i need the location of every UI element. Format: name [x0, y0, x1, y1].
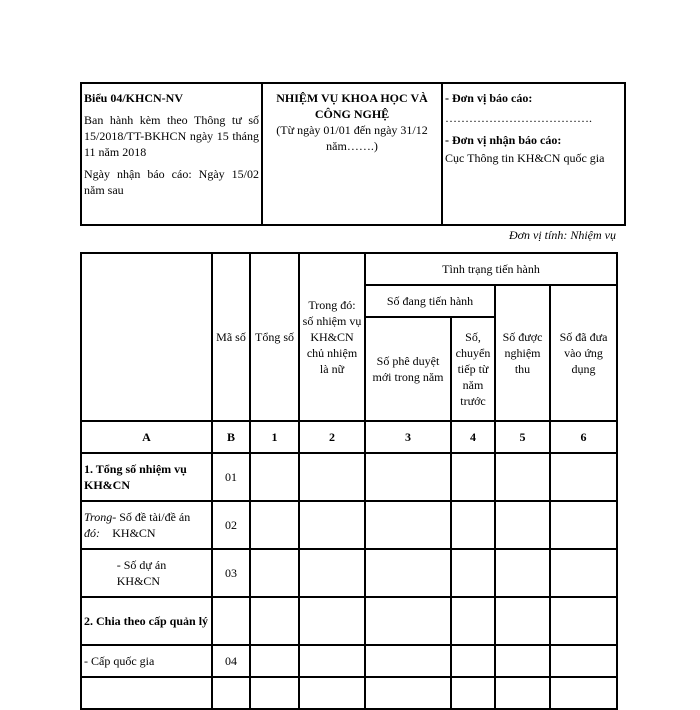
data-cell[interactable]	[495, 549, 550, 597]
header-total: Tổng số	[250, 253, 299, 421]
data-cell[interactable]	[451, 501, 495, 549]
header-status: Tình trạng tiến hành	[365, 253, 617, 285]
data-cell[interactable]	[550, 501, 617, 549]
data-cell[interactable]	[365, 677, 451, 709]
data-cell[interactable]	[495, 677, 550, 709]
data-table	[80, 252, 618, 710]
data-cell[interactable]	[299, 677, 365, 709]
data-cell[interactable]	[451, 453, 495, 501]
header-female-lead: Trong đó: số nhiệm vụ KH&CN chủ nhiệm là nữ	[299, 253, 365, 421]
issued-with-text: Ban hành kèm theo Thông tư số 15/2018/TT-BKHCN ngày 15 tháng 11 năm 2018	[84, 113, 259, 159]
header-new: Số phê duyệt mới trong năm	[365, 317, 451, 421]
data-cell[interactable]	[451, 645, 495, 677]
row-label-cell	[81, 501, 212, 549]
receive-date-text: Ngày nhận báo cáo: Ngày 15/02 năm sau	[84, 167, 259, 197]
row-label: - Cấp quốc gia	[81, 645, 212, 677]
data-cell[interactable]	[365, 645, 451, 677]
table-row	[81, 597, 617, 645]
header-accepted: Số được nghiệm thu	[495, 285, 550, 421]
col-letter: A	[81, 421, 212, 453]
row-label: - Số đề tài/đề án KH&CN	[112, 510, 191, 540]
row-label: 1. Tổng số nhiệm vụ KH&CN	[81, 453, 212, 501]
data-cell[interactable]	[451, 677, 495, 709]
row-label: - Số dự án KH&CN	[116, 558, 167, 588]
empty-cell	[212, 677, 250, 709]
data-cell[interactable]	[550, 597, 617, 645]
form-code: Biểu 04/KHCN-NV	[84, 91, 183, 105]
header-blank-cell	[81, 253, 212, 421]
unit-note: Đơn vị tính: Nhiệm vụ	[508, 228, 616, 242]
data-cell[interactable]	[250, 597, 299, 645]
form-title: NHIỆM VỤ KHOA HỌC VÀ CÔNG NGHỆ	[276, 91, 428, 121]
header-code: Mã số	[212, 253, 250, 421]
row-code: 03	[212, 549, 250, 597]
data-cell[interactable]	[550, 677, 617, 709]
receiving-unit-label: - Đơn vị nhận báo cáo:	[445, 133, 562, 147]
data-cell[interactable]	[550, 453, 617, 501]
data-cell[interactable]	[365, 501, 451, 549]
data-cell[interactable]	[299, 549, 365, 597]
table-row	[81, 501, 617, 549]
receiving-unit-value: Cục Thông tin KH&CN quốc gia	[445, 151, 605, 165]
header-row-1	[81, 253, 617, 285]
data-cell[interactable]	[451, 549, 495, 597]
col-letter: 2	[299, 421, 365, 453]
data-cell[interactable]	[495, 453, 550, 501]
row-code	[212, 597, 250, 645]
data-cell[interactable]	[250, 677, 299, 709]
empty-cell	[81, 677, 212, 709]
col-letter: B	[212, 421, 250, 453]
header-applied: Số đã đưa vào ứng dụng	[550, 285, 617, 421]
row-code: 04	[212, 645, 250, 677]
table-row	[81, 645, 617, 677]
data-cell[interactable]	[299, 597, 365, 645]
row-label: 2. Chia theo cấp quản lý	[81, 597, 212, 645]
data-cell[interactable]	[495, 597, 550, 645]
data-cell[interactable]	[250, 501, 299, 549]
row-prefix: Trong đó:	[84, 510, 113, 540]
data-cell[interactable]	[250, 453, 299, 501]
data-cell[interactable]	[550, 645, 617, 677]
data-cell[interactable]	[299, 645, 365, 677]
row-code: 01	[212, 453, 250, 501]
row-label-cell	[81, 549, 212, 597]
data-cell[interactable]	[451, 597, 495, 645]
data-cell[interactable]	[250, 549, 299, 597]
header-carried: Số, chuyển tiếp từ năm trước	[451, 317, 495, 421]
header-ongoing: Số đang tiến hành	[365, 285, 495, 317]
col-letter: 6	[550, 421, 617, 453]
data-cell[interactable]	[250, 645, 299, 677]
data-cell[interactable]	[299, 453, 365, 501]
data-cell[interactable]	[365, 453, 451, 501]
units-cell	[442, 83, 625, 225]
table-row	[81, 677, 617, 709]
col-letter: 4	[451, 421, 495, 453]
data-cell[interactable]	[365, 597, 451, 645]
reporting-unit-label: - Đơn vị báo cáo:	[445, 91, 533, 105]
table-row	[81, 453, 617, 501]
title-cell	[262, 83, 442, 225]
data-cell[interactable]	[495, 501, 550, 549]
col-letter: 1	[250, 421, 299, 453]
data-cell[interactable]	[550, 549, 617, 597]
data-cell[interactable]	[365, 549, 451, 597]
col-letter: 5	[495, 421, 550, 453]
row-code: 02	[212, 501, 250, 549]
data-cell[interactable]	[495, 645, 550, 677]
column-letter-row	[81, 421, 617, 453]
col-letter: 3	[365, 421, 451, 453]
table-row	[81, 549, 617, 597]
reporting-unit-value: ……………………………….	[445, 111, 592, 125]
form-header-table	[80, 82, 626, 226]
data-cell[interactable]	[299, 501, 365, 549]
report-period: (Từ ngày 01/01 đến ngày 31/12 năm…….)	[276, 123, 428, 153]
form-info-cell	[81, 83, 262, 225]
